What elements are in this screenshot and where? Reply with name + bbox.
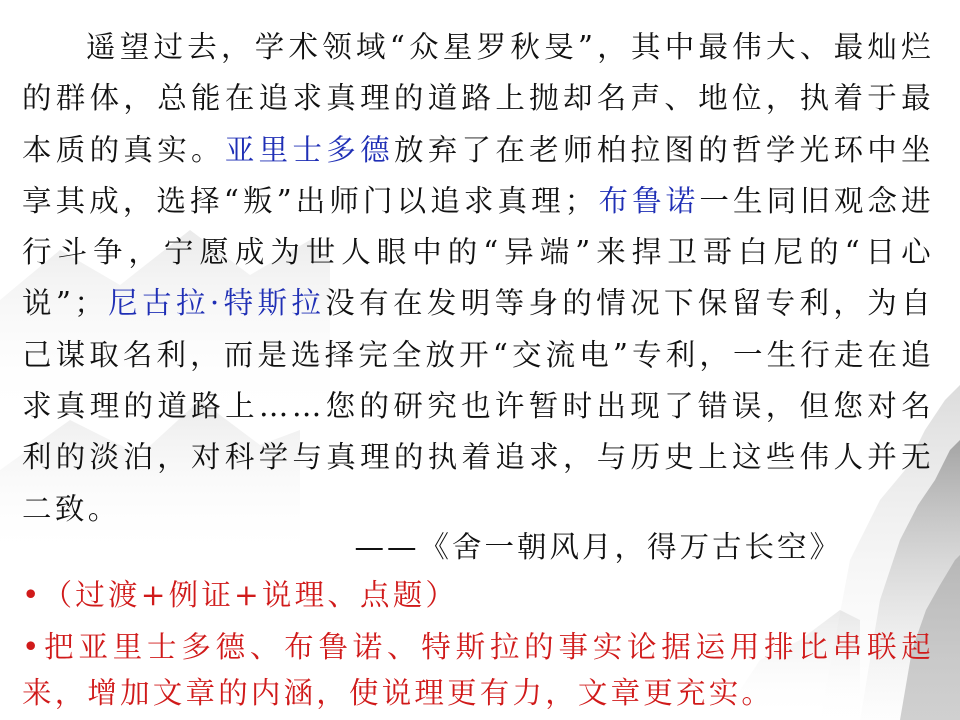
name-aristotle: 亚里士多德 [224, 132, 394, 167]
essay-paragraph [22, 22, 934, 535]
annotation-note-structure: •（过渡+例证+说理、点题） [22, 578, 459, 612]
essay-text-part1: 遥望过去，学术领域“众星罗秋旻”，其中最伟大、最灿烂的群体，总能在追求真理的道路上抛却名声、地位，执着于最本质的真实。 [22, 30, 934, 167]
name-tesla: 尼古拉·特斯拉 [107, 286, 326, 321]
essay-text-part3: 一生同旧观念进行斗争，宁愿成为世人眼中的“异端”来捍卫哥白尼的“日心说”； [22, 183, 934, 321]
name-bruno: 布鲁诺 [597, 183, 700, 218]
annotation-note-explanation: •把亚里士多德、布鲁诺、特斯拉的事实论据运用排比串联起来，增加文章的内涵，使说理更有力，文章更充实。 [22, 630, 934, 710]
essay-text-part2: 放弃了在老师柏拉图的哲学光环中坐享其成，选择“叛”出师门以追求真理； [22, 132, 934, 218]
essay-text-part4: 没有在发明等身的情况下保留专利，为自己谋取名利，而是选择完全放开“交流电”专利，一生行走在追求真理的道路上……您的研究也许暂时出现了错误，但您对名利的淡泊，对科学与真理的执着追求，与历史上这些伟人并无二致。 [22, 286, 934, 526]
essay-attribution: ——《舍一朝风月，得万古长空》 [354, 530, 842, 564]
